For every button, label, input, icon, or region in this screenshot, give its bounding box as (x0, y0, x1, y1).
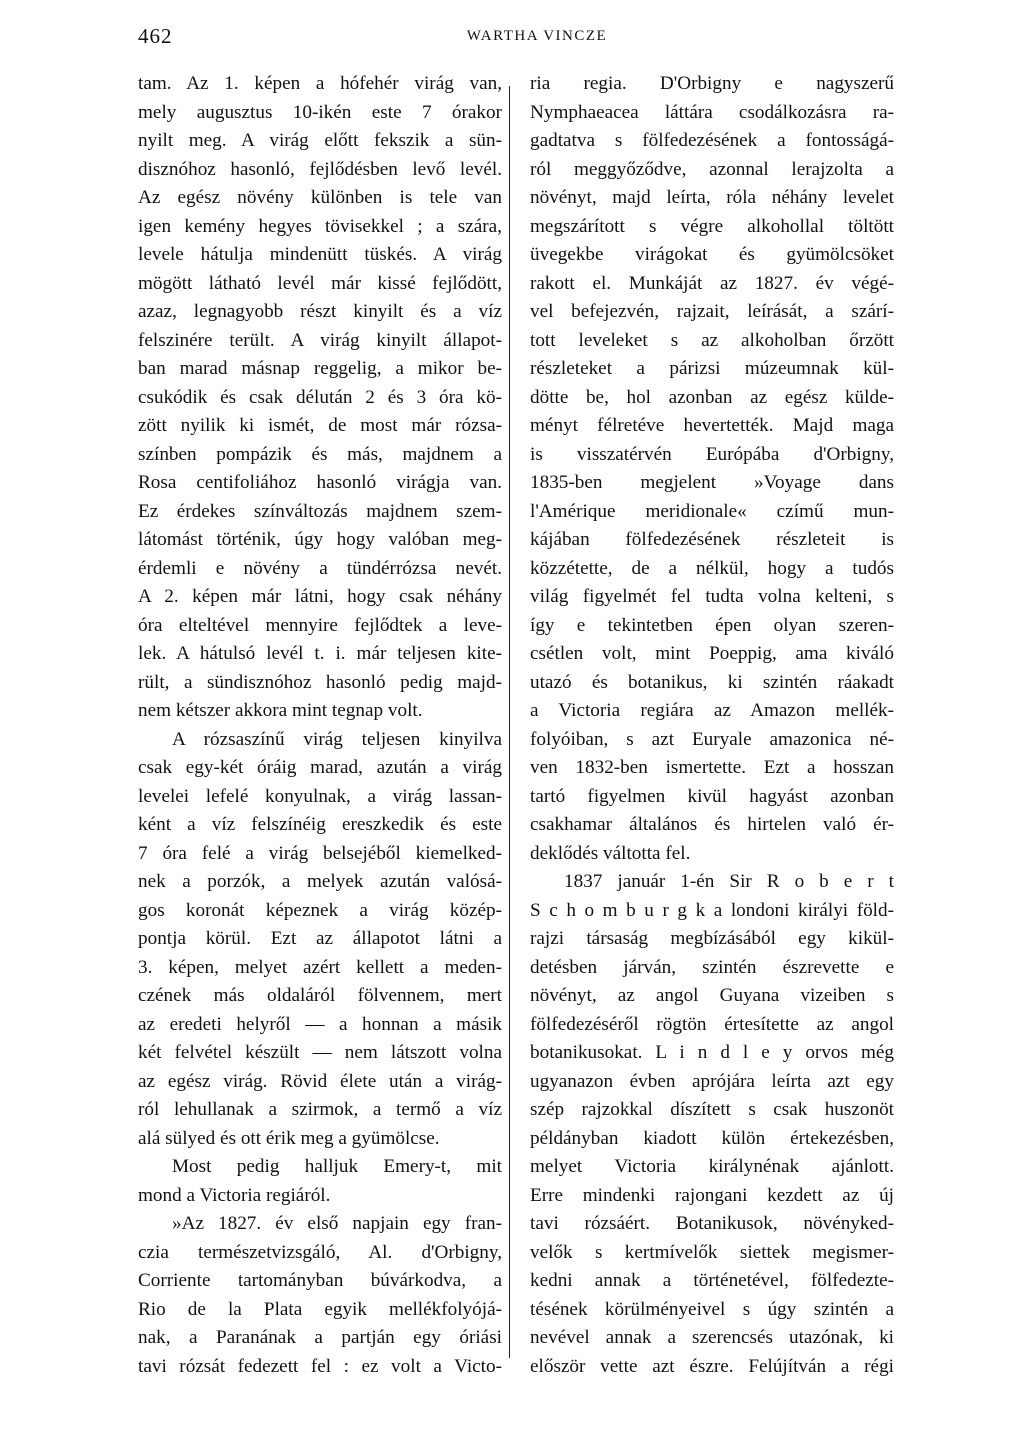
text-line: ményt félretéve hevertették. Majd maga (530, 415, 894, 436)
text-line: alá sülyed és ott érik meg a gyümölcse. (138, 1127, 440, 1149)
text-line: látomást történik, úgy hogy valóban meg- (138, 529, 502, 550)
text-line: tartó figyelmen kivül hagyást azonban (530, 785, 894, 807)
text-line: érdemli e növény a tündérrózsa nevét. (138, 557, 502, 579)
text-line: A rózsaszínű virág teljesen kinyilva (172, 728, 502, 750)
text-line: közzétette, de a nélkül, hogy a tudós (530, 557, 894, 579)
text-line: gos koronát képeznek a virág közép- (138, 899, 502, 921)
text-line: rült, a sündisznóhoz hasonló pedig majd- (138, 671, 502, 693)
text-line: ria regia. D'Orbigny e nagyszerű (530, 73, 894, 94)
text-line: részleteket a párizsi múzeumnak kül- (530, 358, 894, 379)
text-line: tott leveleket s az alkoholban őrzött (530, 329, 894, 351)
text-line: példányban kiadott külön értekezésben, (530, 1127, 894, 1149)
text-line: két felvétel készült — nem látszott volna (138, 1042, 502, 1063)
text-line: czia természetvizsgáló, Al. d'Orbigny, (138, 1241, 502, 1263)
text-line: tésének körülményeivel s úgy szintén a (530, 1298, 894, 1320)
text-line: botanikusokat. L i n d l e y orvos még (530, 1042, 894, 1063)
text-line: óra elteltével mennyire fejlődtek a leve- (138, 614, 502, 636)
text-line: detésben járván, szintén észrevette e (530, 956, 894, 978)
text-line: Rosa centifoliához hasonló virágja van. (138, 472, 502, 493)
text-line: tavi rózsát fedezett fel : ez volt a Victo- (138, 1355, 502, 1377)
text-line: gadtatva s fölfedezésének a fontosságá- (530, 130, 894, 151)
text-line: ugyanazon évben aprójára leírta azt egy (530, 1070, 894, 1092)
text-line: világ figyelmét fel tudta volna kelteni, s (530, 586, 894, 607)
text-line: növényt, majd leírta, róla néhány levelet (530, 187, 894, 208)
text-line: »Az 1827. év első napjain egy fran- (172, 1213, 502, 1234)
text-line: igen kemény hegyes tövisekkel ; a szára, (138, 215, 502, 237)
text-line: A 2. képen már látni, hogy csak néhány (138, 586, 502, 607)
text-line: Az egész növény különben is tele van (138, 187, 502, 208)
text-line: növényt, az angol Guyana vizeiben s (530, 985, 894, 1006)
text-line: deklődés váltotta fel. (530, 842, 691, 864)
text-line: mond a Victoria regiáról. (138, 1184, 331, 1206)
text-line: csétlen volt, mint Poeppig, ama kiváló (530, 643, 894, 664)
text-line: színben pompázik és más, majdnem a (138, 443, 502, 465)
text-line: nyilt meg. A virág előtt fekszik a sün- (138, 130, 502, 151)
text-line: dötte be, hol azonban az egész külde- (530, 386, 894, 408)
text-line: folyóiban, s azt Euryale amazonica né- (530, 728, 894, 750)
text-line: kájában fölfedezésének részleteit is (530, 529, 894, 550)
text-line: velők s kertmívelők siettek megismer- (530, 1241, 894, 1263)
text-line: Ez érdekes színváltozás majdnem szem- (138, 500, 502, 522)
text-line: nak, a Paranának a partján egy óriási (138, 1327, 502, 1348)
text-line: az eredeti helyről — a honnan a másik (138, 1013, 502, 1035)
left-column (138, 70, 502, 1381)
text-line: rakott el. Munkáját az 1827. év végé- (530, 272, 894, 294)
text-line: 7 óra felé a virág belsejéből kiemelked- (138, 842, 502, 864)
text-line: csakhamar általános és hirtelen való ér- (530, 814, 894, 835)
text-line: nevével annak a szerencsés utazónak, ki (530, 1327, 894, 1348)
text-line: tavi rózsáért. Botanikusok, növényked- (530, 1213, 894, 1234)
text-line: Most pedig halljuk Emery-t, mit (172, 1156, 502, 1177)
text-line: l'Amérique meridionale« czímű mun- (530, 500, 894, 522)
column-divider (509, 86, 510, 1358)
right-column (530, 70, 894, 1381)
text-line: ról meggyőződve, azonnal lerajzolta a (530, 158, 894, 180)
text-line: azaz, legnagyobb részt kinyilt és a víz (138, 301, 502, 322)
text-line: csukódik és csak délután 2 és 3 óra kö- (138, 386, 502, 408)
text-line: levelei lefelé konyulnak, a virág lassan- (138, 785, 502, 807)
text-line: Corriente tartományban búvárkodva, a (138, 1270, 502, 1291)
text-line: megszárított s végre alkohollal töltött (530, 215, 894, 237)
text-line: a Victoria regiára az Amazon mellék- (530, 700, 894, 721)
text-line: tam. Az 1. képen a hófehér virág van, (138, 73, 502, 94)
text-line: szép rajzokkal díszített s csak huszonöt (530, 1099, 894, 1120)
text-line: rajzi társaság megbízásából egy kikül- (530, 928, 894, 949)
text-line: mögött látható levél már kissé fejlődött, (138, 272, 502, 294)
text-line: Erre mindenki rajongani kezdett az új (530, 1184, 894, 1206)
text-line: így e tekintetben épen olyan szeren- (530, 614, 894, 636)
text-line: Rio de la Plata egyik mellékfolyójá- (138, 1298, 502, 1320)
text-line: 3. képen, melyet azért kellett a meden- (138, 956, 502, 978)
text-line: 1837 január 1-én Sir R o b e r t (564, 871, 894, 892)
text-line: kedni annak a történetével, fölfedezte- (530, 1270, 894, 1291)
text-line: mely augusztus 10-ikén este 7 órakor (138, 101, 502, 123)
text-line: utazó és botanikus, ki szintén ráakadt (530, 671, 894, 693)
text-line: ként a víz felszínéig ereszkedik és este (138, 814, 502, 835)
text-line: fölfedezéséről rögtön értesítette az angol (530, 1013, 894, 1035)
text-line: üvegekbe virágokat és gyümölcsöket (530, 244, 894, 265)
text-line: ról lehullanak a szirmok, a termő a víz (138, 1099, 502, 1120)
text-line: 1835-ben megjelent »Voyage dans (530, 472, 894, 493)
text-line: nem kétszer akkora mint tegnap volt. (138, 700, 423, 721)
text-line: az egész virág. Rövid élete után a virág- (138, 1070, 502, 1092)
text-line: czének más oldaláról fölvennem, mert (138, 985, 502, 1006)
text-line: ban marad másnap reggelig, a mikor be- (138, 358, 502, 379)
text-line: S c h o m b u r g k a londoni királyi föld- (530, 899, 894, 921)
text-line: ven 1832-ben ismertette. Ezt a hosszan (530, 757, 894, 778)
text-line: felszinére terült. A virág kinyilt állapot- (138, 329, 502, 351)
text-line: disznóhoz hasonló, fejlődésben levő levél. (138, 158, 502, 180)
text-line: lek. A hátulsó levél t. i. már teljesen kite- (138, 643, 502, 664)
text-line: először vette azt észre. Felújítván a régi (530, 1355, 894, 1377)
text-line: levele hátulja mindenütt tüskés. A virág (138, 244, 502, 265)
text-line: csak egy-két óráig marad, azután a virág (138, 757, 502, 778)
page-number: 462 (138, 24, 173, 48)
text-line: nek a porzók, a melyek azután valósá- (138, 871, 502, 892)
text-line: melyet Victoria királynénak ajánlott. (530, 1156, 894, 1177)
text-line: is visszatérvén Európába d'Orbigny, (530, 443, 894, 465)
running-head: WARTHA VINCZE (466, 28, 608, 44)
text-line: pontja körül. Ezt az állapotot látni a (138, 928, 502, 949)
text-line: vel befejezvén, rajzait, leírását, a szárí- (530, 301, 894, 322)
text-line: Nymphaeacea láttára csodálkozásra ra- (530, 101, 894, 123)
text-line: zött nyilik ki ismét, de most már rózsa- (138, 415, 502, 436)
